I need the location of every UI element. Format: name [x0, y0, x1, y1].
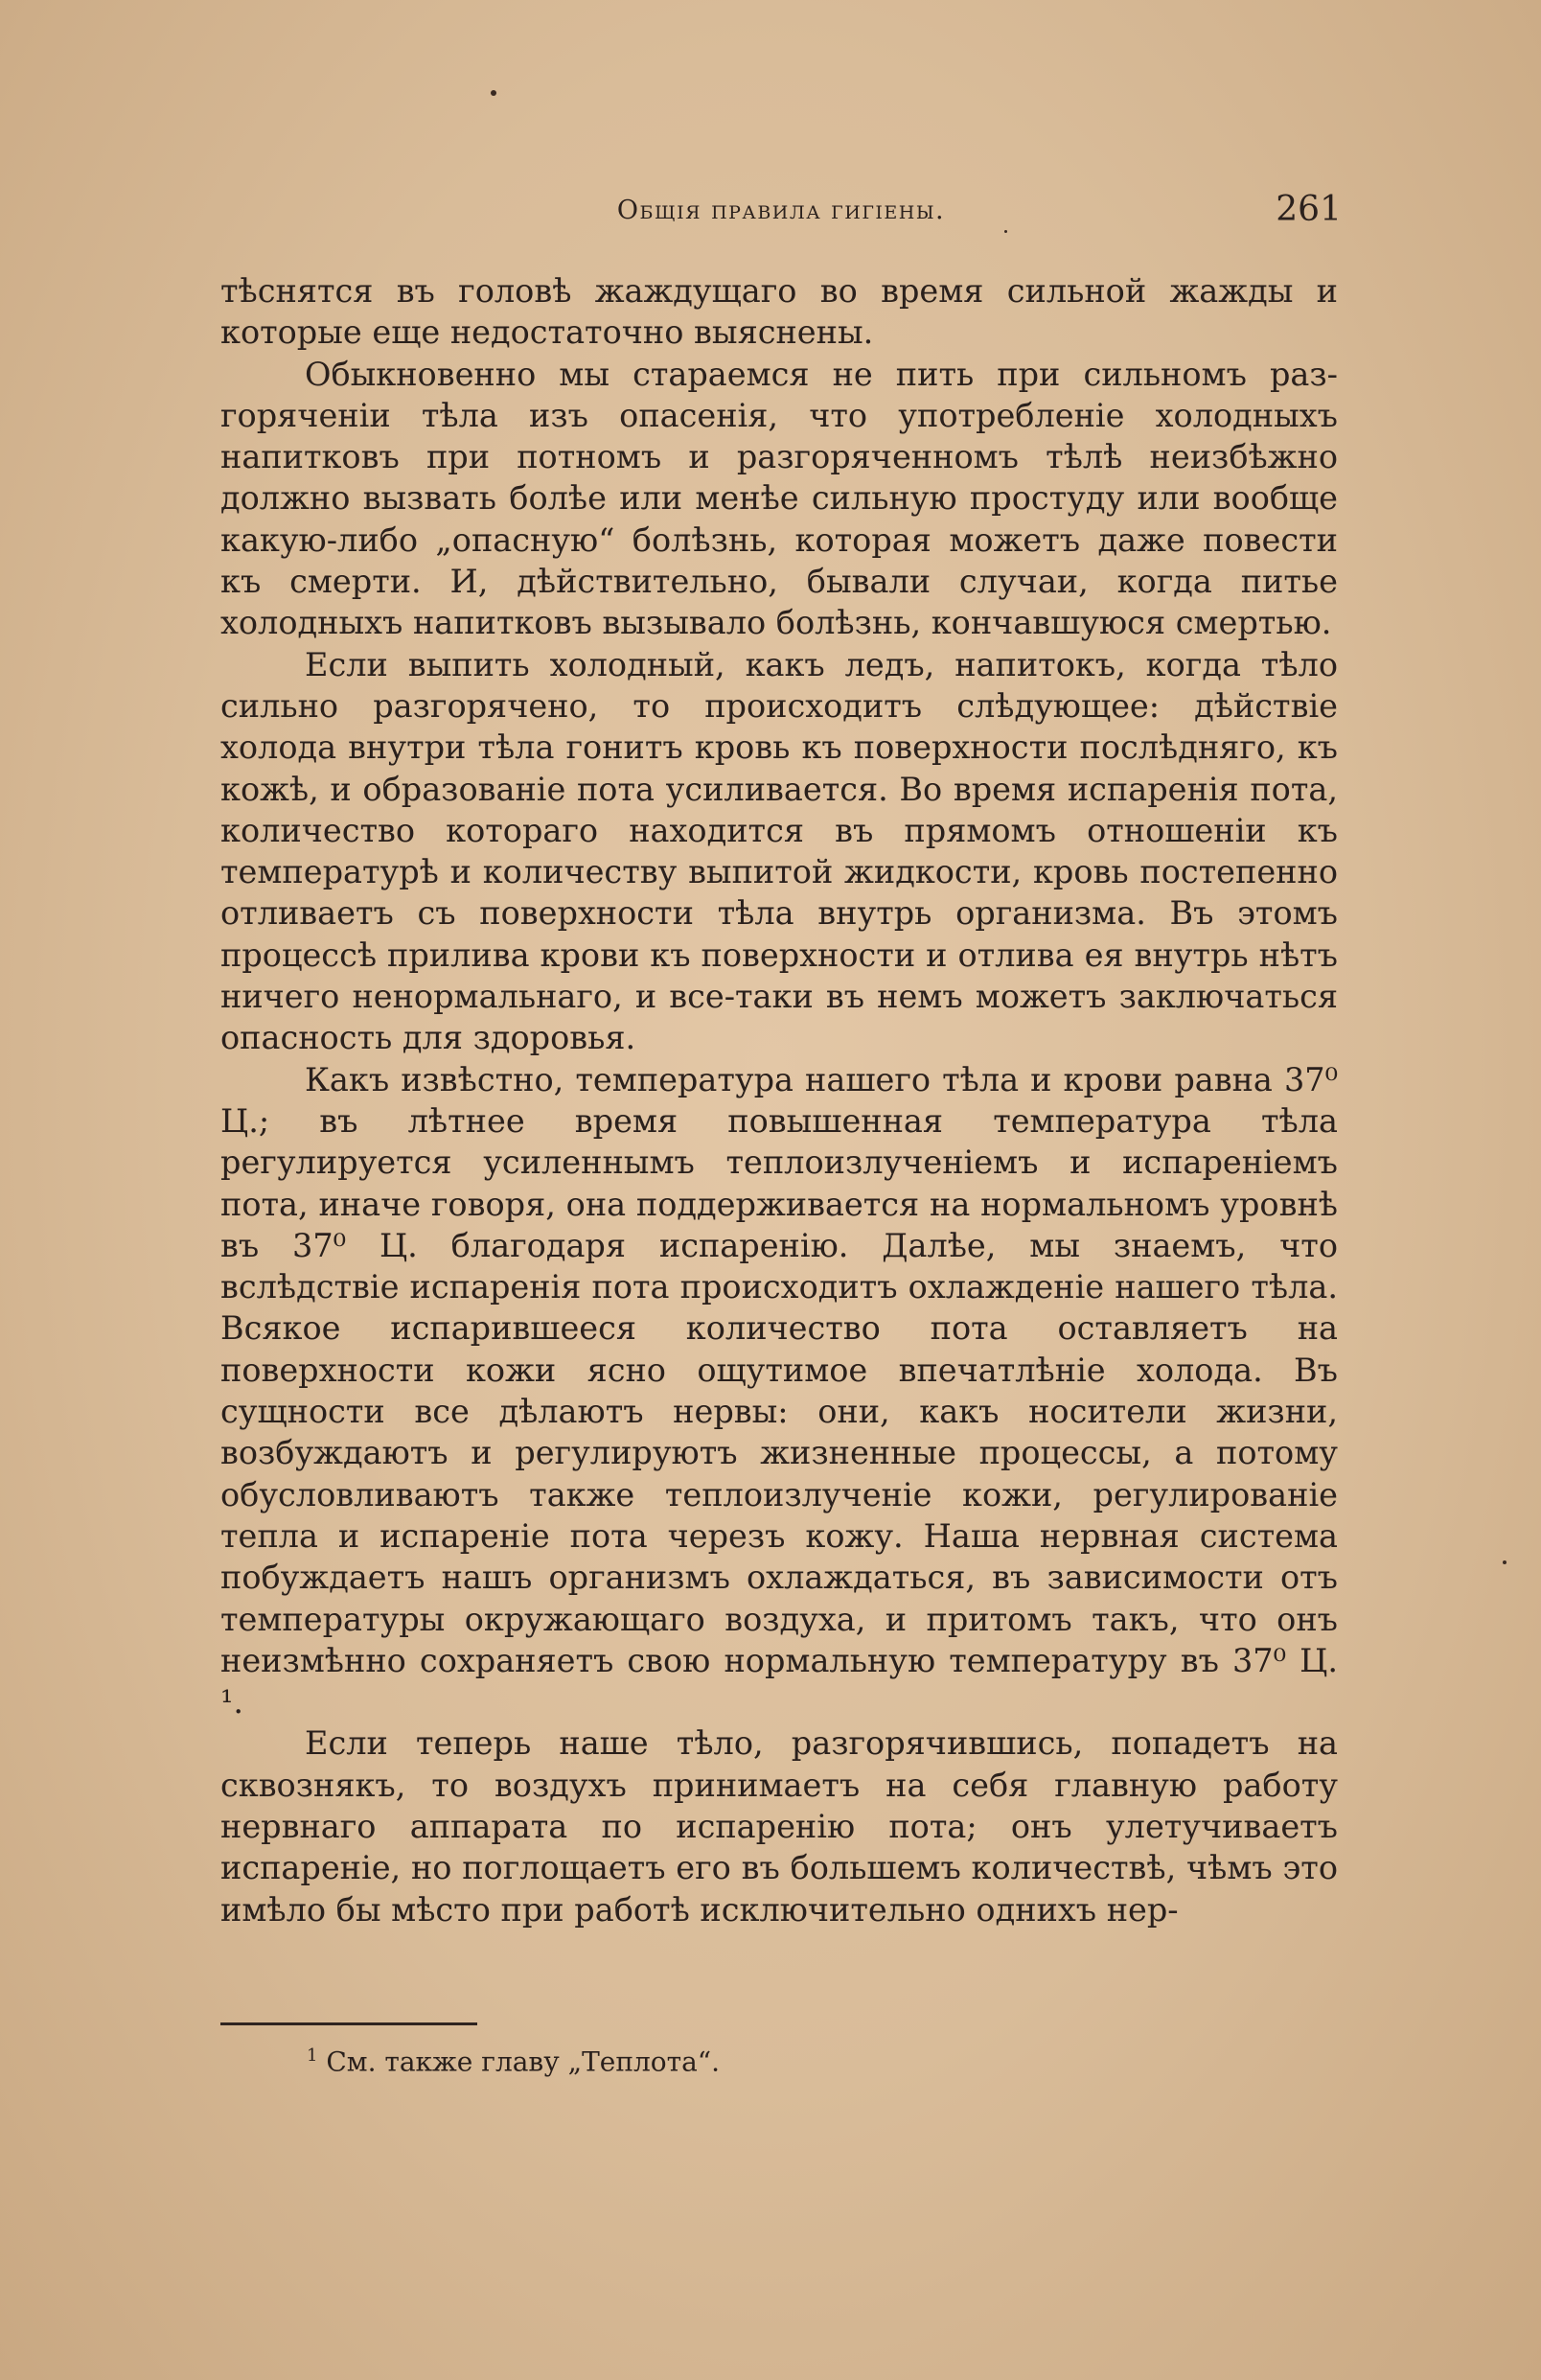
paragraph: Какъ извѣстно, температура нашего тѣла и крови равна 37⁰ Ц.; въ лѣтнее время повышенная температура тѣла регулируется усиленнымъ теплоизлученіемъ и испареніемъ пота, иначе говоря, она поддерживается на нормальномъ уровнѣ въ 37⁰ Ц. благодаря испаренію. Далѣе, мы знаемъ, что вслѣдствіе испаренія пота происходитъ охлажденіе нашего тѣла. Всякое испарившееся количество пота оставляетъ на поверхности кожи ясно ощутимое впечатлѣніе холода. Въ сущности все дѣлаютъ нервы: они, какъ носители жизни, возбуждаютъ и регулируютъ жизненные процессы, а потому обусловливаютъ также теплоизлученіе кожи, регулированіе тепла и испареніе пота черезъ кожу. Наша нервная система побуждаетъ нашъ организмъ охлаждаться, въ зависимости отъ температуры окружающаго воздуха, и притомъ такъ, что онъ неизмѣнно сохраняетъ свою нормальную температуру въ 37⁰ Ц. ¹.: [220, 1060, 1338, 1721]
page-header: [220, 190, 1342, 238]
paragraph: Если теперь наше тѣло, разгорячившись, попадетъ на сквознякъ, то воздухъ принимаетъ на себя главную работу нервнаго аппарата по испаренію пота; онъ улетучиваетъ испареніе, но поглощаетъ его въ большемъ количествѣ, чѣмъ это имѣло бы мѣсто при работѣ исключительно одниxъ нер-: [220, 1724, 1338, 1929]
ink-speck: [1503, 1560, 1506, 1564]
paragraph: Если выпить холодный, какъ ледъ, напитокъ, когда тѣло сильно разгорячено, то происходитъ слѣдующее: дѣйствіе холода внутри тѣла гонитъ кровь къ поверхности послѣдняго, къ кожѣ, и образованіе пота усиливается. Во время испаренія пота, количество котораго находится въ прямомъ отношеніи къ температурѣ и количеству выпитой жидкости, кровь постепенно отливаетъ съ поверхности тѣла внутрь организма. Въ этомъ процессѣ прилива крови къ поверхности и отлива ея внутрь нѣтъ ничего ненормальнаго, и все-таки въ немъ можетъ заключаться опасность для здоровья.: [220, 645, 1338, 1057]
page-number: 261: [1276, 190, 1342, 229]
paragraph: Обыкновенно мы стараемся не пить при сильномъ разгоряченіи тѣла изъ опасенія, что употребленіе холодныхъ напитковъ при потномъ и разгоряченномъ тѣлѣ неизбѣжно должно вызвать болѣе или менѣе сильную простуду или вообще какую-либо „опасную“ болѣзнь, которая можетъ даже повести къ смерти. И, дѣйствительно, бывали случаи, когда питье холодныхъ напитковъ вызывало болѣзнь, кончавшуюся смертью.: [220, 355, 1338, 642]
running-title: Общія правила гигіены.: [616, 196, 946, 225]
footnote-divider: [220, 2022, 477, 2025]
body-text: [220, 270, 1338, 1930]
paragraph: тѣснятся въ головѣ жаждущаго во время сильной жажды и которые еще недостаточно выяснены.: [220, 272, 1338, 352]
ink-speck: [491, 90, 496, 96]
footnote-text: См. также главу „Теплота“.: [326, 2045, 721, 2078]
footnote-marker: 1: [307, 2045, 318, 2066]
footnote: [307, 2045, 720, 2077]
